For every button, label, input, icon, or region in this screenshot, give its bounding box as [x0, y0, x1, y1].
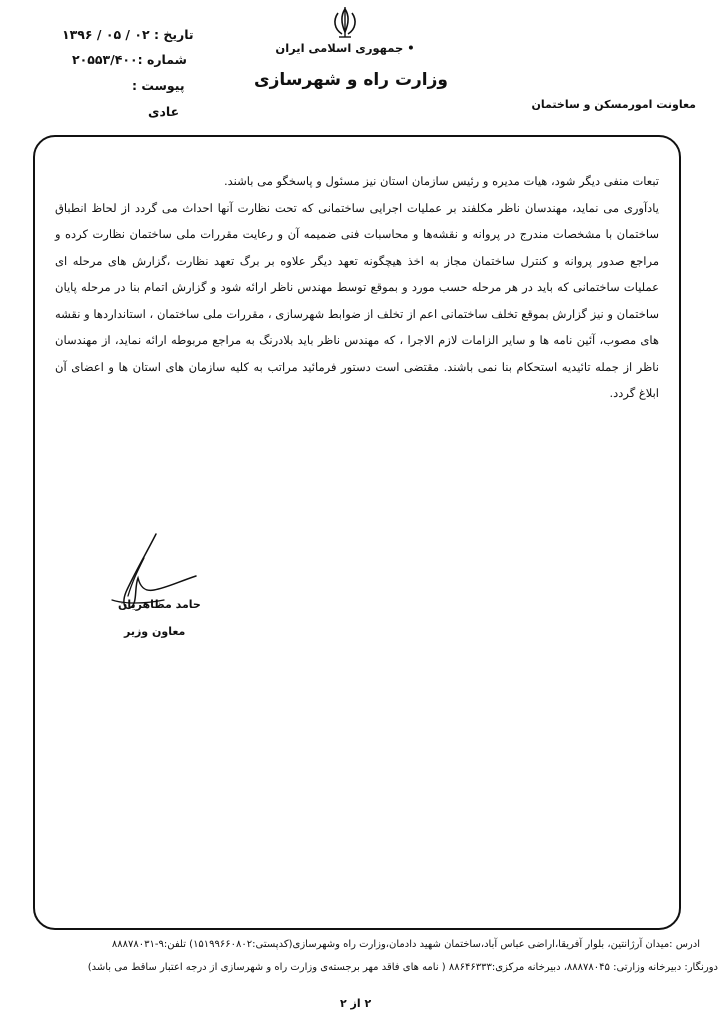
republic-title [260, 41, 430, 55]
letter-number [72, 52, 187, 67]
date-value: ۰۲ / ۰۵ / ۱۳۹۶ [62, 27, 150, 42]
letter-date [62, 27, 194, 42]
signer-title: معاون وزیر [124, 625, 186, 638]
footer-address: ادرس :میدان آرژانتین، بلوار آفریقا،اراضی عباس آباد،ساختمان شهید دادمان،وزارت راه وشهرسازی(کدپستی:۱۵۱۹۹۶۶۰۸۰۲) تلفن:۹-۸۸۸۷۸۰۳۱ [111, 939, 700, 950]
classification: عادی [148, 104, 180, 119]
deputyship-title: معاونت امورمسکن و ساختمان [531, 98, 696, 111]
body-paragraph: یادآوری می نماید، مهندسان ناظر مکلفند بر عملیات اجرایی ساختمانی که تحت نظارت آنها احداث می گردد از لحاظ انطباق ساختمان با مشخصات مندرج در پروانه و نقشه‌ها و محاسبات فنی ضمیمه آن و رعایت مقررات ملی ساختمان نظارت کرده و مراجع صدور پروانه و کنترل ساختمان مجاز به اخذ هیچگونه تعهد دیگر علاوه بر برگ تعهد نظارت ،گزارش های مرحله ای عملیات ساختمانی که باید در هر مرحله حسب مورد و بموقع توسط مهندس ناظر ارائه شود و گزارش اتمام بنا در مرحله پایان ساختمان و نیز گزارش بموقع تخلف ساختمانی اعم از تخلف از ضوابط شهرسازی ، مقررات ملی ساختمان ، استانداردها و نقشه های مصوب، آئین نامه ها و سایر الزامات لازم الاجرا ، که مهندس ناظر باید بلادرنگ به مراجع مربوطه ارائه نماید، از مهندسان ناظر از جمله تائیدیه استحکام بنا نمی باشند. مقتضی است دستور فرمائید مراتب به کلیه سازمان های استان ها و اعضای آن ابلاغ گردد. [55, 200, 659, 400]
letter-body [55, 168, 659, 407]
date-label: تاریخ : [153, 27, 194, 42]
signer-name: حامد مظاهریان [118, 598, 201, 611]
republic-text: جمهوری اسلامی ایران [275, 41, 404, 55]
number-label: شماره : [137, 52, 187, 67]
body-paragraph: تبعات منفی دیگر شود، هیات مدیره و رئیس سازمان استان نیز مسئول و پاسخگو می باشند. [223, 174, 659, 188]
page-number: ۲ از ۲ [340, 997, 372, 1010]
ministry-title: وزارت راه و شهرسازی [253, 70, 448, 90]
attachment-label: پیوست : [132, 78, 185, 93]
number-value: ۲۰۵۵۳/۴۰۰ [72, 52, 138, 67]
footer-fax: دورنگار: دبیرخانه وزارتی: ۸۸۸۷۸۰۴۵، دبیرخانه مرکزی:۸۸۶۴۶۳۳۳ ( نامه های فاقد مهر برجسته‌ی وزارت راه و شهرسازی از درجه اعتبار ساقط می باشد) [87, 962, 718, 973]
iran-emblem-icon [330, 6, 360, 40]
republic-bullet: • [403, 41, 415, 55]
